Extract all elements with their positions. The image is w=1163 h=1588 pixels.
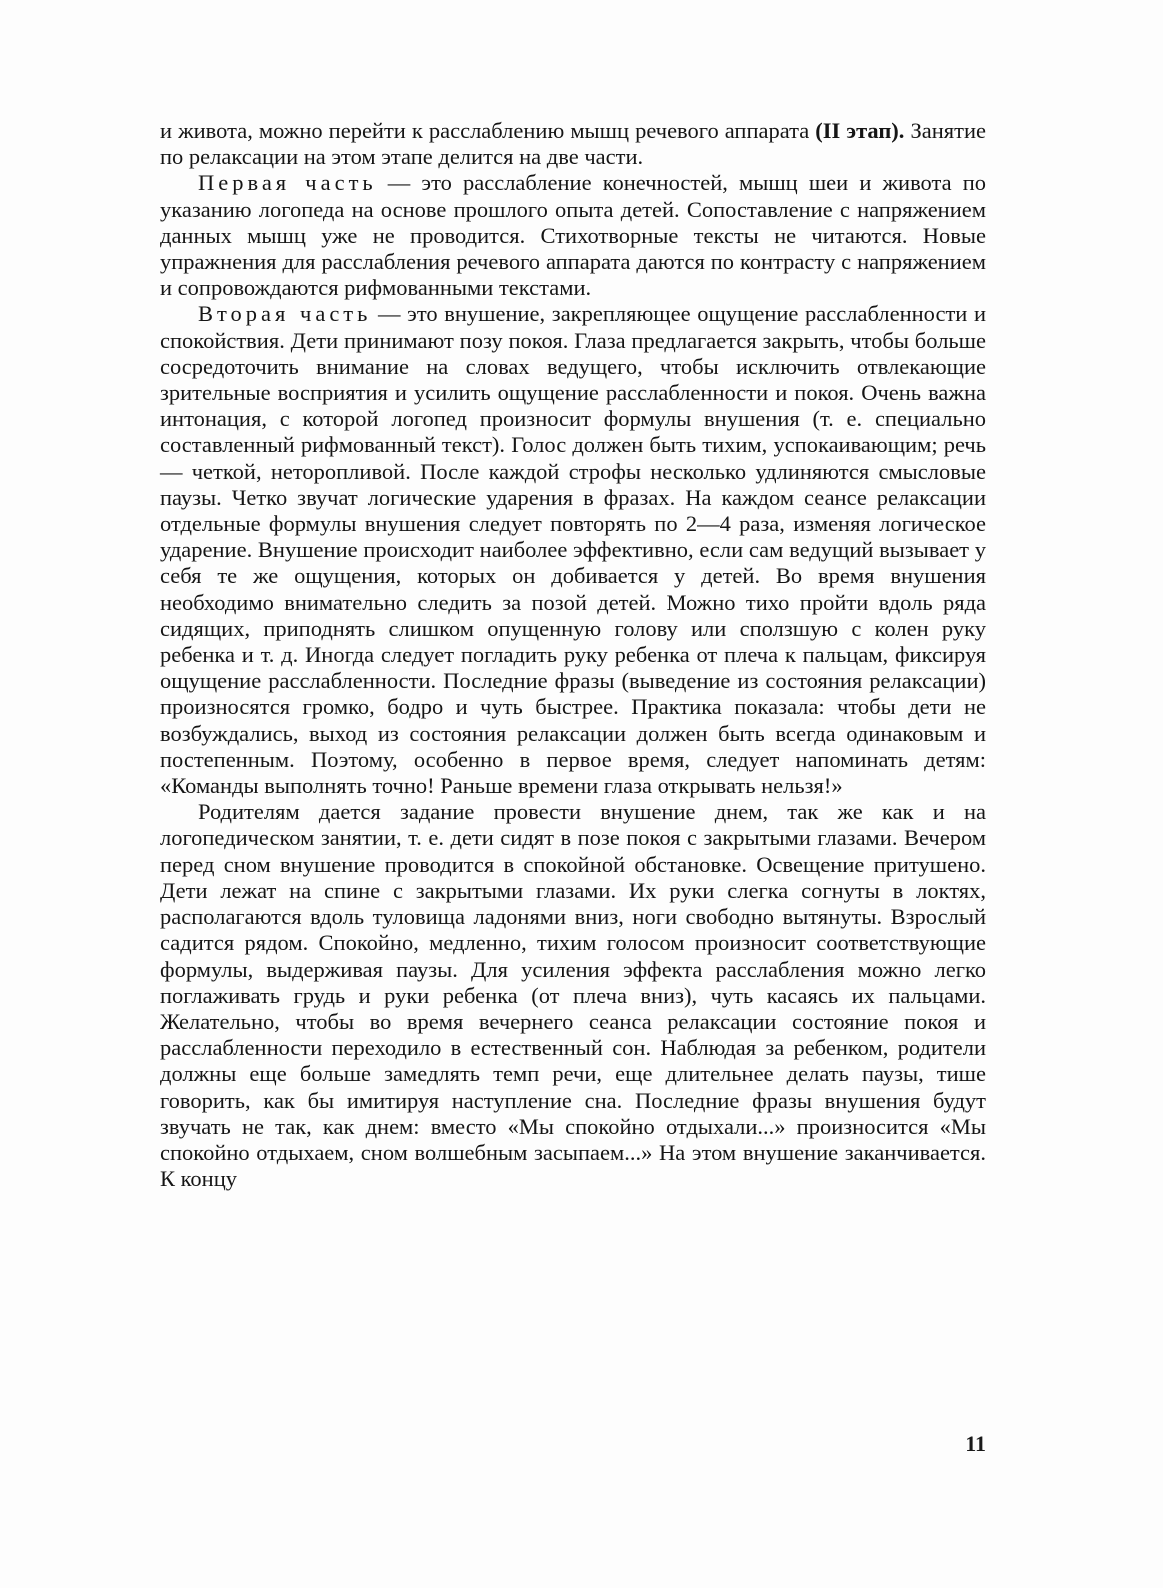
paragraph-4: [160, 799, 986, 1192]
second-part-heading: Вторая часть: [198, 301, 372, 327]
body-text: [160, 118, 986, 1192]
page-number: 11: [965, 1431, 986, 1456]
first-part-heading: Первая часть: [198, 170, 377, 196]
paragraph-1-tail: Занятие по релаксации на этом этапе делится на две части.: [160, 118, 986, 170]
paragraph-2: [160, 170, 986, 301]
paragraph-3: [160, 301, 986, 799]
paragraph-2-text: — это расслабление конечностей, мышц шеи и живота по указанию логопеда на основе прошлого опыта детей. Сопоставление с напряжением данных мышц уже не проводится. Стихотворные тексты не читаются. Новые упражнения для расслабления речевого аппарата даются по контрасту с напряжением и сопровождаются рифмованными текстами.: [160, 170, 987, 301]
stage-label: (II этап).: [815, 118, 905, 143]
paragraph-1-lead: и живота, можно перейти к расслаблению мышц речевого аппарата: [160, 118, 816, 143]
paragraph-4-text: Родителям дается задание провести внушение днем, так же как и на логопедическом занятии, т. е. дети сидят в позе покоя с закрытыми глазами. Вечером перед сном внушение проводится в спокойной обстановке. Освещение притушено. Дети лежат на спине с закрытыми глазами. Их руки слегка согнуты в локтях, располагаются вдоль туловища ладонями вниз, ноги свободно вытянуты. Взрослый садится рядом. Спокойно, медленно, тихим голосом произносит соответствующие формулы, выдерживая паузы. Для усиления эффекта расслабления можно легко поглаживать грудь и руки ребенка (от плеча вниз), чуть касаясь их пальцами. Желательно, чтобы во время вечернего сеанса релаксации состояние покоя и расслабленности переходило в естественный сон. Наблюдая за ребенком, родители должны еще больше замедлять темп речи, еще длительнее делать паузы, тише говорить, как бы имитируя наступление сна. Последние фразы внушения будут звучать не так, как днем: вместо «Мы спокойно отдыхали...» произносится «Мы спокойно отдыхаем, сном волшебным засыпаем...» На этом внушение заканчивается. К концу: [160, 799, 986, 1192]
paragraph-3-text: — это внушение, закрепляющее ощущение расслабленности и спокойствия. Дети принимают позу покоя. Глаза предлагается закрыть, чтобы больше сосредоточить внимание на словах ведущего, чтобы исключить отвлекающие зрительные восприятия и усилить ощущение расслабленности и покоя. Очень важна интонация, с которой логопед произносит формулы внушения (т. е. специально составленный рифмованный текст). Голос должен быть тихим, успокаивающим; речь — четкой, неторопливой. После каждой строфы несколько удлиняются смысловые паузы. Четко звучат логические ударения в фразах. На каждом сеансе релаксации отдельные формулы внушения следует повторять по 2—4 раза, изменяя логическое ударение. Внушение происходит наиболее эффективно, если сам ведущий вызывает у себя те же ощущения, которых он добивается у детей. Во время внушения необходимо внимательно следить за позой детей. Можно тихо пройти вдоль ряда сидящих, приподнять слишком опущенную голову или сползшую с колен руку ребенка и т. д. Иногда следует погладить руку ребенка от плеча к пальцам, фиксируя ощущение расслабленности. Последние фразы (выведение из состояния релаксации) произносятся громко, бодро и чуть быстрее. Практика показала: чтобы дети не возбуждались, выход из состояния релаксации должен быть всегда одинаковым и постепенным. Поэтому, особенно в первое время, следует напоминать детям: «Команды выполнять точно! Раньше времени глаза открывать нельзя!»: [160, 301, 986, 799]
paragraph-1: [160, 118, 986, 170]
